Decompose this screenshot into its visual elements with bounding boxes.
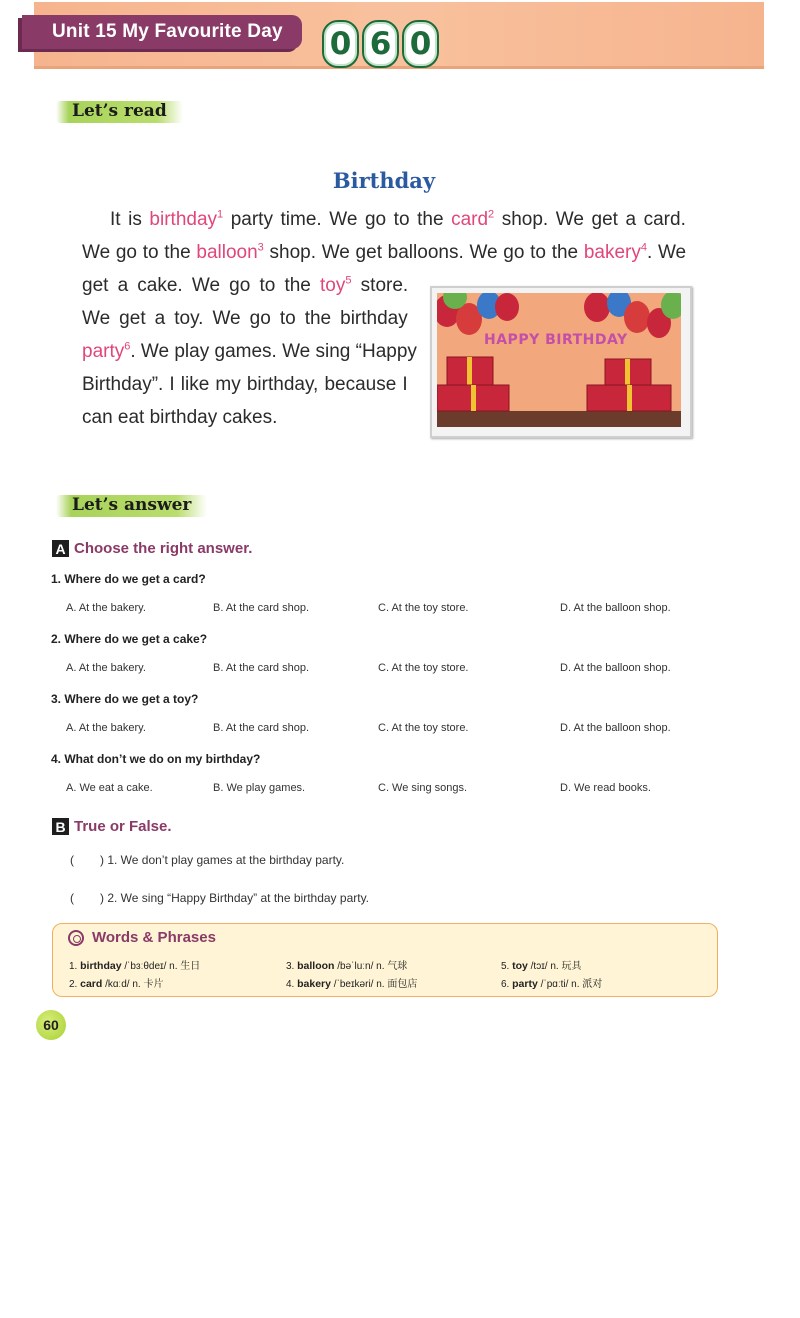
part-a-badge: A <box>52 540 69 557</box>
story-line <box>82 407 277 429</box>
word-number: 5. <box>501 961 513 972</box>
word-definition: /bəˈluːn/ n. 气球 <box>334 961 408 972</box>
story-text-segment: party time. We go to the <box>223 209 452 230</box>
answer-option[interactable]: C. At the toy store. <box>378 722 469 734</box>
story-text-segment: We get a toy. We go to the birthday <box>82 308 408 329</box>
target-circle-icon <box>68 930 84 946</box>
word-entry <box>69 957 200 972</box>
word-entry <box>69 975 163 990</box>
keyword: card <box>451 209 489 230</box>
word-term: party <box>512 978 538 990</box>
part-b-badge: B <box>52 818 69 835</box>
birthday-picture <box>430 286 692 438</box>
story-text-segment: can eat birthday cakes. <box>82 407 278 428</box>
picture-caption: HAPPY BIRTHDAY <box>484 332 628 348</box>
story-line <box>82 341 417 363</box>
story-text-segment: shop. We get a card. <box>494 209 686 230</box>
word-number: 6. <box>501 979 513 990</box>
question-text: 2. Where do we get a cake? <box>51 632 208 646</box>
word-definition: /ˈbɜːθdeɪ/ n. 生日 <box>121 961 201 972</box>
story-text-segment: Birthday”. I like my birthday, because I <box>82 374 408 395</box>
story-text-segment: . We play games. We sing “Happy <box>130 341 417 362</box>
story-line <box>82 308 408 330</box>
question-text: 4. What don’t we do on my birthday? <box>51 752 261 766</box>
question-text: 1. Where do we get a card? <box>51 572 206 586</box>
page-number: 60 <box>36 1010 66 1040</box>
page-code-digit: 0 <box>322 20 359 68</box>
answer-option[interactable]: A. At the bakery. <box>66 602 146 614</box>
word-number: 3. <box>286 961 298 972</box>
answer-option[interactable]: D. We read books. <box>560 782 651 794</box>
word-term: bakery <box>297 978 331 990</box>
word-entry <box>501 957 581 972</box>
answer-option[interactable]: D. At the balloon shop. <box>560 602 671 614</box>
page-code <box>322 20 439 68</box>
word-definition: /tɔɪ/ n. 玩具 <box>527 961 582 972</box>
answer-option[interactable]: B. We play games. <box>213 782 306 794</box>
lets-read-label: Let’s read <box>56 101 183 123</box>
story-title: Birthday <box>332 168 436 193</box>
story-text-segment: We go to the <box>82 242 197 263</box>
word-entry <box>501 975 602 990</box>
keyword: party <box>82 341 125 362</box>
answer-option[interactable]: A. At the bakery. <box>66 722 146 734</box>
story-line <box>82 374 408 396</box>
page-code-digit: 0 <box>402 20 439 68</box>
answer-option[interactable]: B. At the card shop. <box>213 602 310 614</box>
answer-option[interactable]: A. We eat a cake. <box>66 782 153 794</box>
word-number: 2. <box>69 979 81 990</box>
word-number: 1. <box>69 961 81 972</box>
lets-answer-label: Let’s answer <box>56 495 207 517</box>
story-line <box>82 242 686 264</box>
story-line <box>82 275 408 297</box>
footnote-number: 4 <box>640 241 647 254</box>
tf-paren: ( <box>70 853 74 867</box>
word-term: toy <box>512 960 528 972</box>
story-text-segment: It is <box>110 209 150 230</box>
question-text: 3. Where do we get a toy? <box>51 692 199 706</box>
part-a-title: Choose the right answer. <box>74 540 253 557</box>
answer-option[interactable]: B. At the card shop. <box>213 662 310 674</box>
unit-title: Unit 15 My Favourite Day <box>52 21 283 42</box>
footnote-number: 3 <box>257 241 264 254</box>
birthday-scene-icon <box>437 293 681 427</box>
word-definition: /ˈpɑːti/ n. 派对 <box>537 979 603 990</box>
word-definition: /ˈbeɪkəri/ n. 面包店 <box>330 979 418 990</box>
answer-option[interactable]: C. We sing songs. <box>378 782 468 794</box>
footnote-number: 1 <box>217 208 224 221</box>
keyword: balloon <box>196 242 258 263</box>
answer-option[interactable]: C. At the toy store. <box>378 662 469 674</box>
word-entry <box>286 975 417 990</box>
footnote-number: 2 <box>488 208 495 221</box>
word-term: balloon <box>297 960 335 972</box>
word-term: card <box>80 978 103 990</box>
answer-option[interactable]: D. At the balloon shop. <box>560 722 671 734</box>
story-text-segment: shop. We get balloons. We go to the <box>263 242 584 263</box>
footnote-number: 5 <box>345 274 352 287</box>
word-term: birthday <box>80 960 122 972</box>
keyword: toy <box>320 275 346 296</box>
tf-statement: ) 1. We don’t play games at the birthday party. <box>100 853 345 867</box>
answer-option[interactable]: D. At the balloon shop. <box>560 662 671 674</box>
word-entry <box>286 957 407 972</box>
tf-statement: ) 2. We sing “Happy Birthday” at the birthday party. <box>100 891 370 905</box>
answer-option[interactable]: B. At the card shop. <box>213 722 310 734</box>
words-phrases-title: Words & Phrases <box>92 929 216 946</box>
part-b-title: True or False. <box>74 818 172 835</box>
story-line <box>110 209 686 231</box>
footnote-number: 6 <box>124 340 131 353</box>
word-number: 4. <box>286 979 298 990</box>
keyword: bakery <box>583 242 641 263</box>
word-definition: /kɑːd/ n. 卡片 <box>102 979 164 990</box>
page-code-digit: 6 <box>362 20 399 68</box>
answer-option[interactable]: C. At the toy store. <box>378 602 469 614</box>
keyword: birthday <box>149 209 218 230</box>
story-text-segment: store. <box>351 275 409 296</box>
story-text-segment: get a cake. We go to the <box>82 275 321 296</box>
answer-option[interactable]: A. At the bakery. <box>66 662 146 674</box>
tf-paren: ( <box>70 891 74 905</box>
story-text-segment: . We <box>646 242 687 263</box>
